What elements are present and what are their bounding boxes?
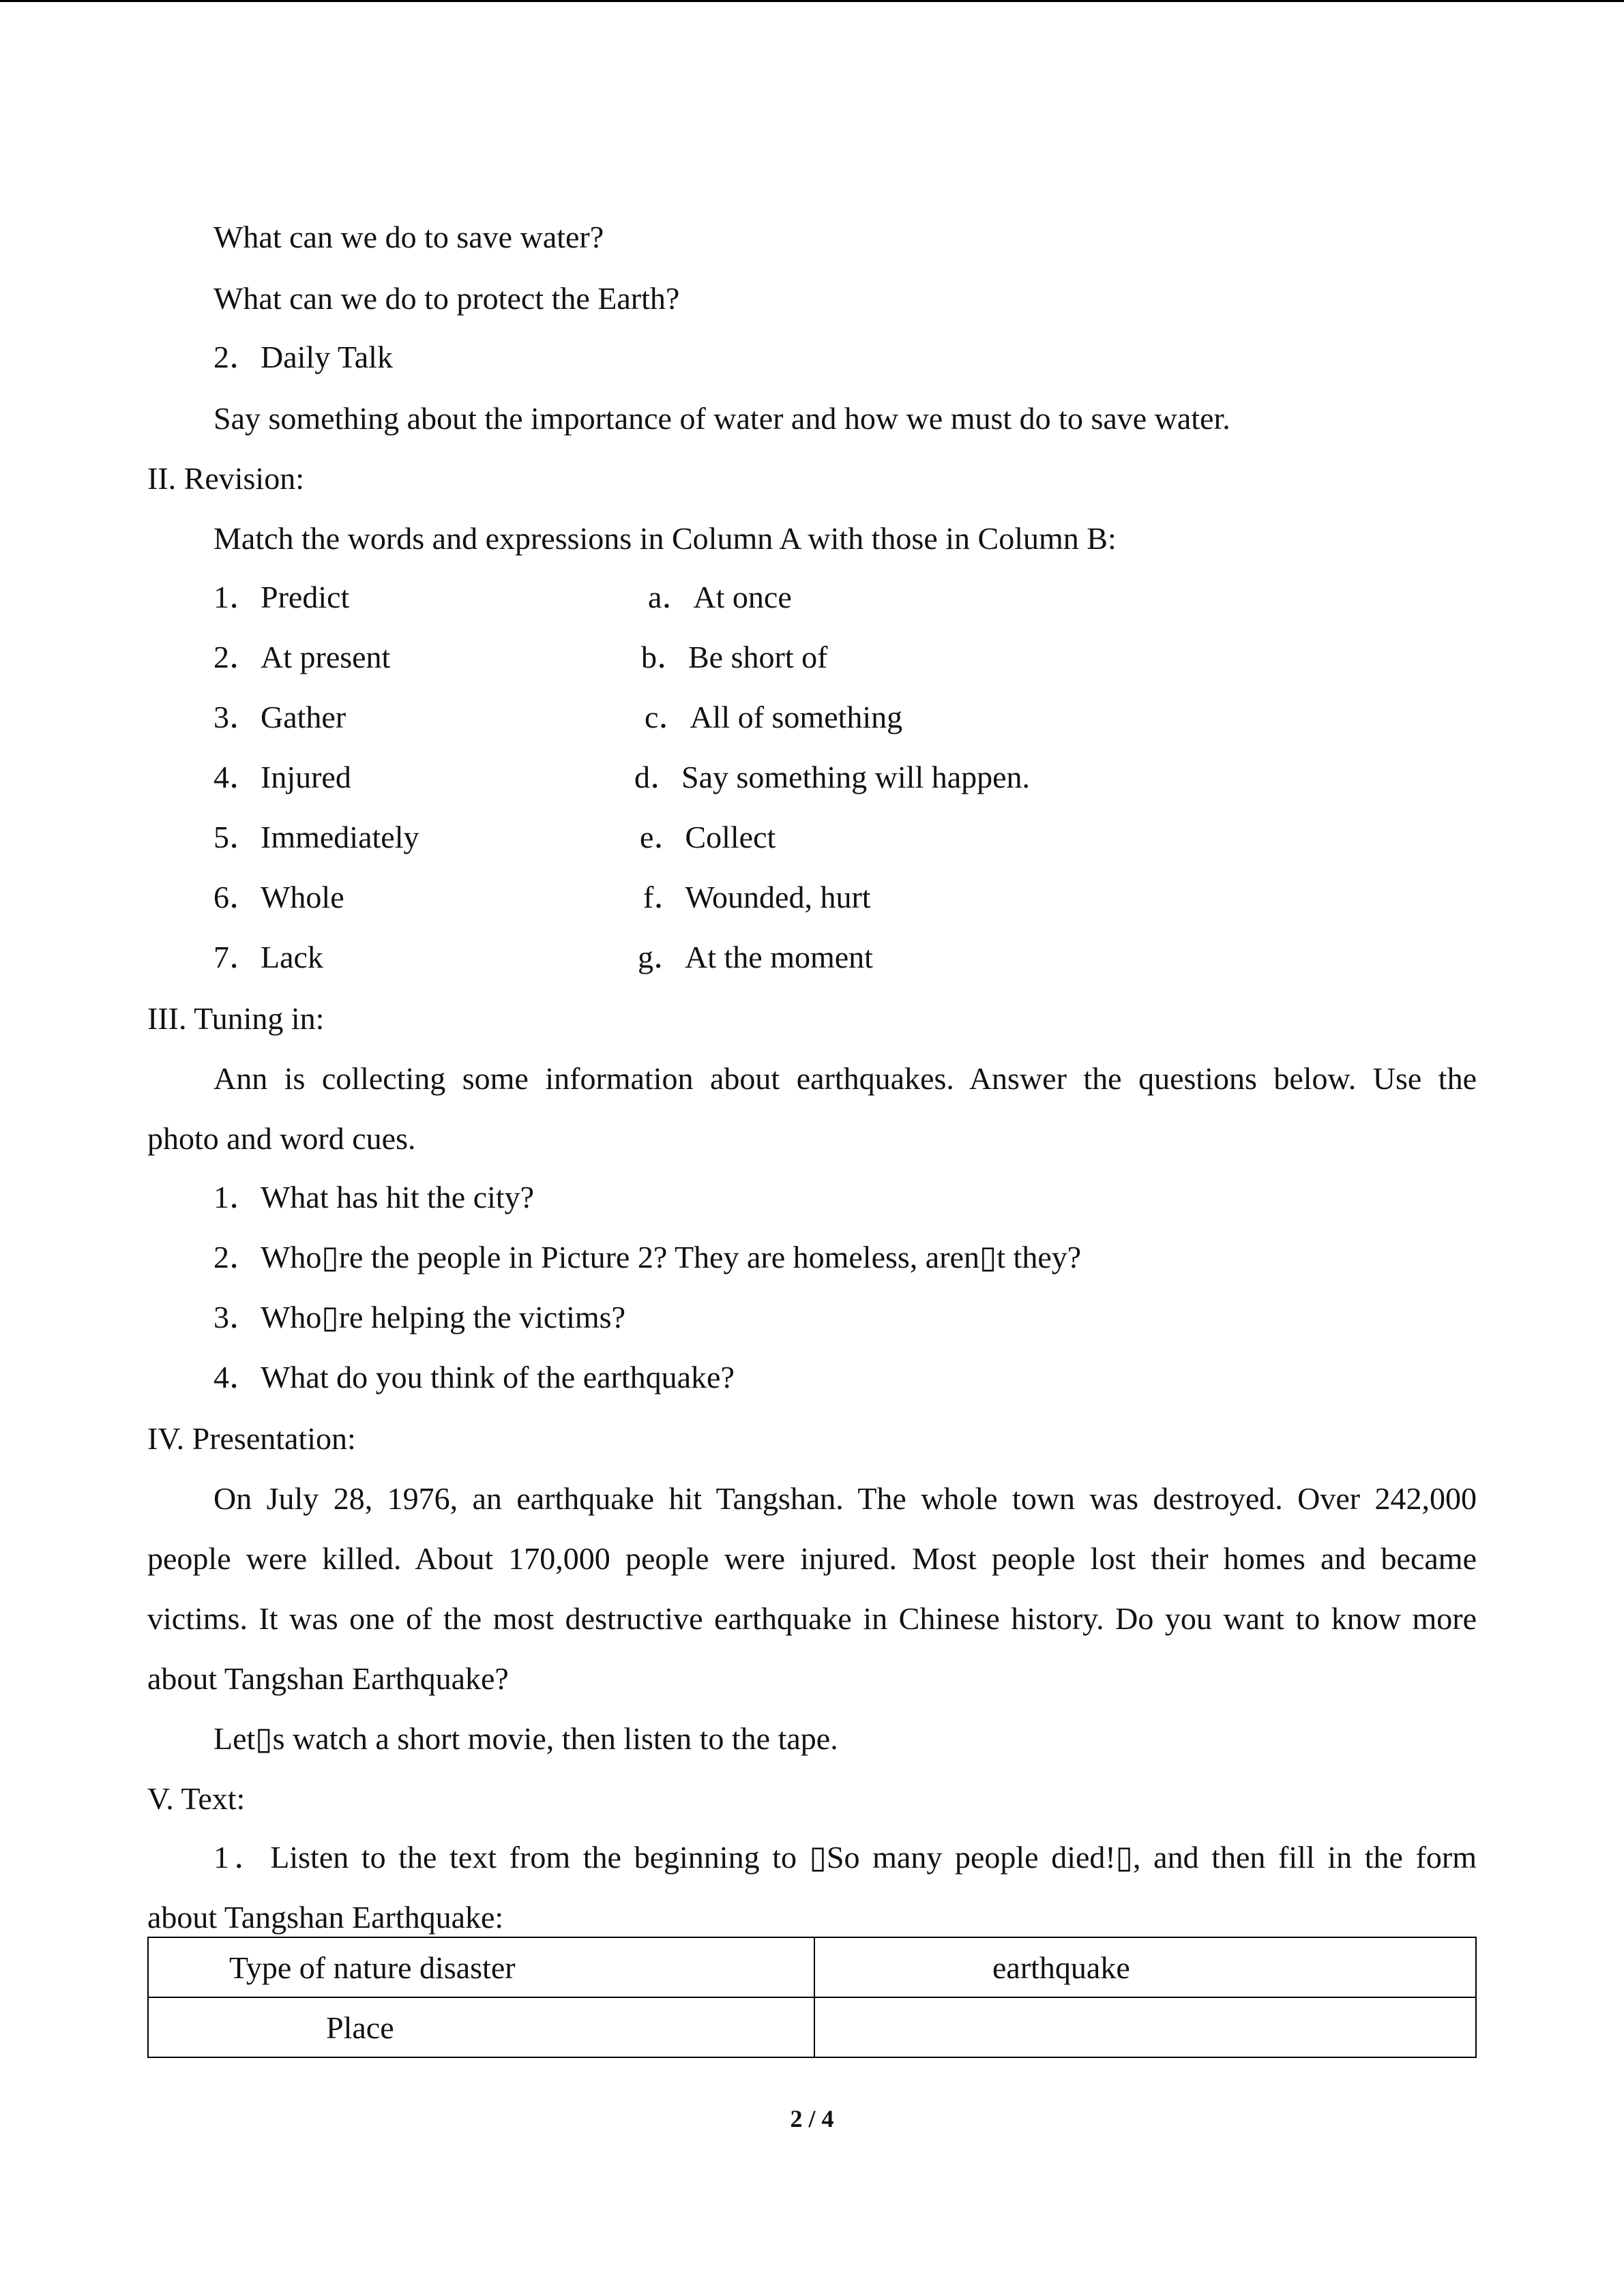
tuning-in-question: 2．Who▯re the people in Picture 2? They are homeless, aren▯t they?	[213, 1240, 1082, 1274]
tuning-in-question: 4．What do you think of the earthquake?	[213, 1360, 735, 1395]
column-b-item: d．Say something will happen.	[634, 760, 1031, 794]
presentation-line-3: victims. It was one of the most destructive earthquake in Chinese history. Do you want to know more	[147, 1601, 1477, 1636]
presentation-heading: IV. Presentation:	[147, 1421, 356, 1456]
intro-question-1: What can we do to save water?	[213, 220, 604, 254]
earthquake-form-table	[147, 1937, 1477, 2058]
presentation-last-line: about Tangshan Earthquake?	[147, 1661, 509, 1696]
form-value-cell[interactable]	[814, 1997, 1476, 2057]
tuning-in-intro-line-2: photo and word cues.	[147, 1121, 416, 1156]
form-label: Place	[326, 2010, 394, 2045]
column-a-item: 7．Lack	[213, 940, 323, 974]
column-b-item: f．Wounded, hurt	[643, 880, 871, 914]
column-a-item: 4．Injured	[213, 760, 351, 794]
text-task-line-1: 1．Listen to the text from the beginning to ▯So many people died!▯, and then fill in the form	[213, 1840, 1477, 1875]
column-a-item: 3．Gather	[213, 700, 346, 734]
presentation-line-2: people were killed. About 170,000 people were injured. Most people lost their homes and became	[147, 1541, 1477, 1576]
table-row	[148, 1937, 1476, 1997]
intro-question-2: What can we do to protect the Earth?	[213, 281, 680, 316]
column-b-item: g．At the moment	[638, 940, 873, 974]
form-label-cell	[148, 1997, 814, 2057]
column-b-item: e．Collect	[640, 820, 776, 854]
presentation-line-1: On July 28, 1976, an earthquake hit Tangshan. The whole town was destroyed. Over 242,000	[213, 1481, 1477, 1516]
text-task-line-2: about Tangshan Earthquake:	[147, 1900, 504, 1935]
top-border	[0, 0, 1624, 2]
form-label-cell	[148, 1937, 814, 1997]
column-b-item: b．Be short of	[641, 640, 828, 674]
form-value-cell[interactable]	[814, 1937, 1476, 1997]
form-value: earthquake	[992, 1950, 1130, 1985]
column-a-item: 1．Predict	[213, 580, 350, 614]
tuning-in-question: 3．Who▯re helping the victims?	[213, 1300, 625, 1335]
daily-talk-heading: 2．Daily Talk	[213, 340, 393, 374]
column-a-item: 5．Immediately	[213, 820, 419, 854]
column-a-item: 2．At present	[213, 640, 391, 674]
page-number: 2 / 4	[790, 2105, 834, 2132]
revision-instruction: Match the words and expressions in Column A with those in Column B:	[213, 521, 1117, 556]
column-a-item: 6．Whole	[213, 880, 344, 914]
tuning-in-intro-line-1: Ann is collecting some information about earthquakes. Answer the questions below. Use the	[213, 1061, 1477, 1096]
text-heading: V. Text:	[147, 1781, 246, 1816]
tuning-in-heading: III. Tuning in:	[147, 1001, 325, 1036]
daily-talk-text: Say something about the importance of water and how we must do to save water.	[213, 401, 1230, 436]
table-row	[148, 1997, 1476, 2057]
revision-heading: II. Revision:	[147, 461, 304, 496]
form-label: Type of nature disaster	[229, 1950, 516, 1985]
presentation-follow-up: Let▯s watch a short movie, then listen to the tape.	[213, 1721, 838, 1756]
tuning-in-question: 1．What has hit the city?	[213, 1180, 535, 1214]
column-b-item: c．All of something	[645, 700, 903, 734]
column-b-item: a．At once	[648, 580, 792, 614]
